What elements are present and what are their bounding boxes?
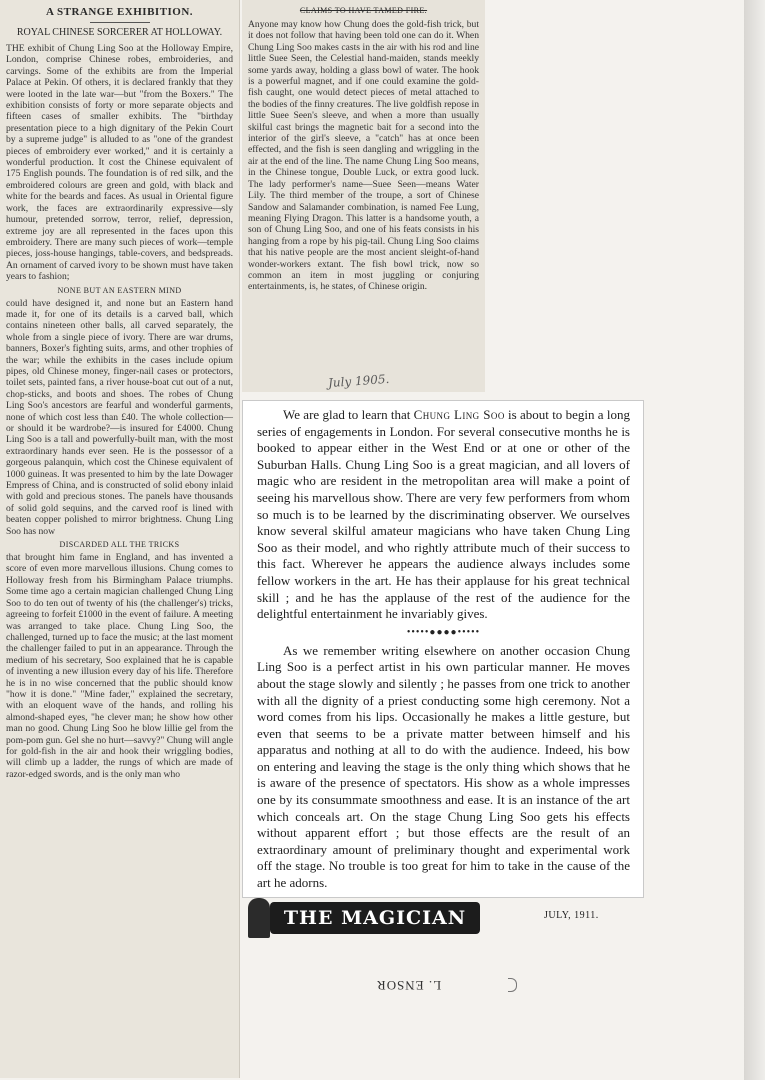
middle-clipping-paragraph: Anyone may know how Chung does the gold-fish trick, but it does not follow that having been told one can do it. When Chung Ling Soo makes casts in the air with his rod and line little Suee Seen, the Celestial hand-maiden, stands meekly some yards away, holding a glass bowl of water. The hook is a powerful magnet, and if one could examine the gold-fish caught, one would detect pieces of metal attached to the bodies of the finny creatures. The live goldfish repose in little Suee Seen's sleeve, and when a more than usually skilful cast brings the magnetic bait for a second into the interior of the girl's sleeve, a "catch" has at once been effected, and the fish is seen dangling and wriggling in the air at the end of the line. The name Chung Ling Soo means, in the Chinese tongue, Double Luck, or extra good luck. The lady performer's name—Suee Seen—means Water Lily. The third member of the troupe, a sort of Chinese Sandow and Salamander combination, is named Fee Lung, meaning Flying Dragon. This latter is a handsome youth, a son of Chung Ling Soo, and one of his feats consists in his hanging from a rope by his pig-tail. Chung Ling Soo claims that his native people are the most ancient sleight-of-hand wonder-workers extant. The fish bowl trick, now so common an item in most juggling or conjuring entertainments, is, he states, of Chinese origin. — [248, 19, 479, 293]
article-paragraph-2: As we remember writing elsewhere on another occasion Chung Ling Soo is a perfect artist in his own particular manner. He moves about the stage slowly and silently ; he passes from one trick to another with all the dignity of a priest conducting some high ceremony. Not a word comes from his lips. Occasionally he makes a little gesture, but even that seems to be a private matter between himself and his apparatus and nothing at all to do with the audience. Indeed, his bow on entering and leaving the stage is the only thing which shows that he is aware of the presence of spectators. His show as a whole impresses one by its consummate smoothness and ease. It is an instance of the art which conceals art. On the stage Chung Ling Soo gets his effects without apparent effort ; but those effects are the result of an extraordinary amount of preliminary thought and experimental work off the stage. No trouble is too great for him to take in the cause of the art he adorns. — [257, 642, 630, 891]
magician-masthead — [244, 898, 644, 940]
clipping-subhead-1: NONE BUT AN EASTERN MIND — [57, 285, 182, 295]
masthead-banner — [270, 902, 480, 934]
left-clipping — [0, 0, 240, 1078]
masthead-title: THE MAGICIAN — [283, 907, 467, 929]
article-p1-rest: is about to begin a long series of engagements in London. For several consecutive months he is booked to appear either in the West End or at one or other of the Suburban Halls. Chung Ling Soo is a great magician, and all lovers of magic who are resident in the metropolitan area will make a point of seeing his marvellous show. There are very few performers from whom so much is to be learned by the discriminating observer. We ourselves know several skilful amateur magicians who have taken Chung Ling Soo as their model, and who rightly attribute much of their success to this fact. Wherever he appears the audience always includes some fellow workers in the art. He has their applause for his great technical skill ; and he has the applause of the rest of the audience for the delightful entertainment he invariably gives. — [257, 407, 630, 622]
article-p1-name: Chung Ling Soo — [413, 407, 505, 422]
title-rule — [90, 22, 150, 23]
owner-stamp: L. ENSOR — [376, 978, 442, 993]
middle-clipping-heading: CLAIMS TO HAVE TAMED FIRE. — [299, 6, 428, 15]
clipping-subhead-2: DISCARDED ALL THE TRICKS — [59, 540, 180, 550]
clipping-title: A STRANGE EXHIBITION. — [45, 6, 194, 18]
magician-clipping — [242, 400, 644, 898]
clipping-paragraph-3: that brought him fame in England, and has invented a score of even more marvellous illusions. Chung comes to Holloway fresh from his Birmingham Palace triumphs. Some time ago a certain magician challenged Chung Ling Soo to do ten out of twenty of his (the challenger's) tricks, agreeing to forfeit £1000 in the event of failure. A meeting was arranged to take place. Chung Ling Soo, the challenged, turned up to face the music; at the last moment the challenger failed to put in an appearance. Through the medium of his secretary, Soo explained that he is capable of inventing a new illusion every day of his life. Therefore he is in no wise concerned that the public should know "how it is done." "Mine fader," explained the secretary, with an eloquent wave of the hands, and rolling his almond-shaped eyes, "he clever man; he show how other man no good. Chung Ling Soo he blow lillie gel from the pom-pom gun. Gel she no hurt—savvy?" Chung will angle for gold-fish in the air and hook their wriggling bodies, will climb up a ladder, the rungs of which are made of razor-edged swords, and is the only man who — [6, 552, 233, 780]
clipping-paragraph-2: could have designed it, and none but an Eastern hand made it, for one of its details is a carved ball, which contains nineteen other balls, all carved separately, the whole from a single piece of ivory. There are war drums, banners, Boxer's fighting suits, arms, and other trophies of the war; while the exhibits in the cases include opium pipes, old Chinese money, finger-nail cases or protectors, toilet sets, painted fans, a river house-boat cut out of a nut, chop-sticks, and boots and shoes. The robes of Chung Ling Soo's ancestors are fearful and wonderful garments, none of which cost less than £40. The whole collection—or should it be wardrobe?—is insured for £4000. Chung Ling Soo is a tall and powerfully-built man, with the most extraordinary hands ever seen. He is the possessor of a gorgeous palanquin, which cost the Chinese equivalent of 1000 guineas. It was presented to him by the late Dowager Empress of China, and is constructed of solid ebony inlaid with gold and precious stones. The panels have thousands of solid gold sequins, and the carved roof is lined with beaten copper polished to mirror brightness. Chung Ling Soo has now — [6, 297, 233, 537]
clipping-paragraph-1: THE exhibit of Chung Ling Soo at the Holloway Empire, London, comprise Chinese robes, embroideries, and carvings. Some of the exhibits are from the Imperial Palace at Pekin. Of others, it is declared frankly that they were looted in the late war—but "from the Boxers." The exhibition consists of forty or more separate objects and fifteen cases of smaller exhibits. The "birthday presentation piece to a high dignitary of the Pekin Court by a supreme judge" is alluded to as "one of the grandest pieces of embroidery ever worked," and it is certainly a wonderful production. It cost the Chinese equivalent of 175 English pounds. The foundation is of red silk, and the embroidered colours are green and gold, with black and white for the beards and faces. As usual in Oriental figure work, the faces are extraordinarily expressive—sly humour, pretended sorrow, terror, relief, depression, extreme joy are all represented in the faces upon this embroidery. There are many such pieces of work—temple pieces, joss-house hangings, table-covers, and bedspreads. An ornament of carved ivory to be shown must have taken years to fashion; — [6, 43, 233, 283]
ornament-divider: •••••●●●●••••• — [406, 626, 481, 638]
middle-clipping — [242, 0, 485, 392]
page-edge — [744, 0, 765, 1080]
clipping-subtitle: ROYAL CHINESE SORCERER AT HOLLOWAY. — [16, 27, 223, 38]
article-p1-lead: We are glad to learn that — [283, 407, 414, 422]
corner-mark-icon — [508, 978, 517, 992]
magician-figure-icon — [248, 898, 270, 938]
masthead-date: JULY, 1911. — [544, 910, 599, 921]
article-paragraph-1 — [257, 407, 630, 623]
handwritten-date: July 1905. — [327, 371, 390, 391]
